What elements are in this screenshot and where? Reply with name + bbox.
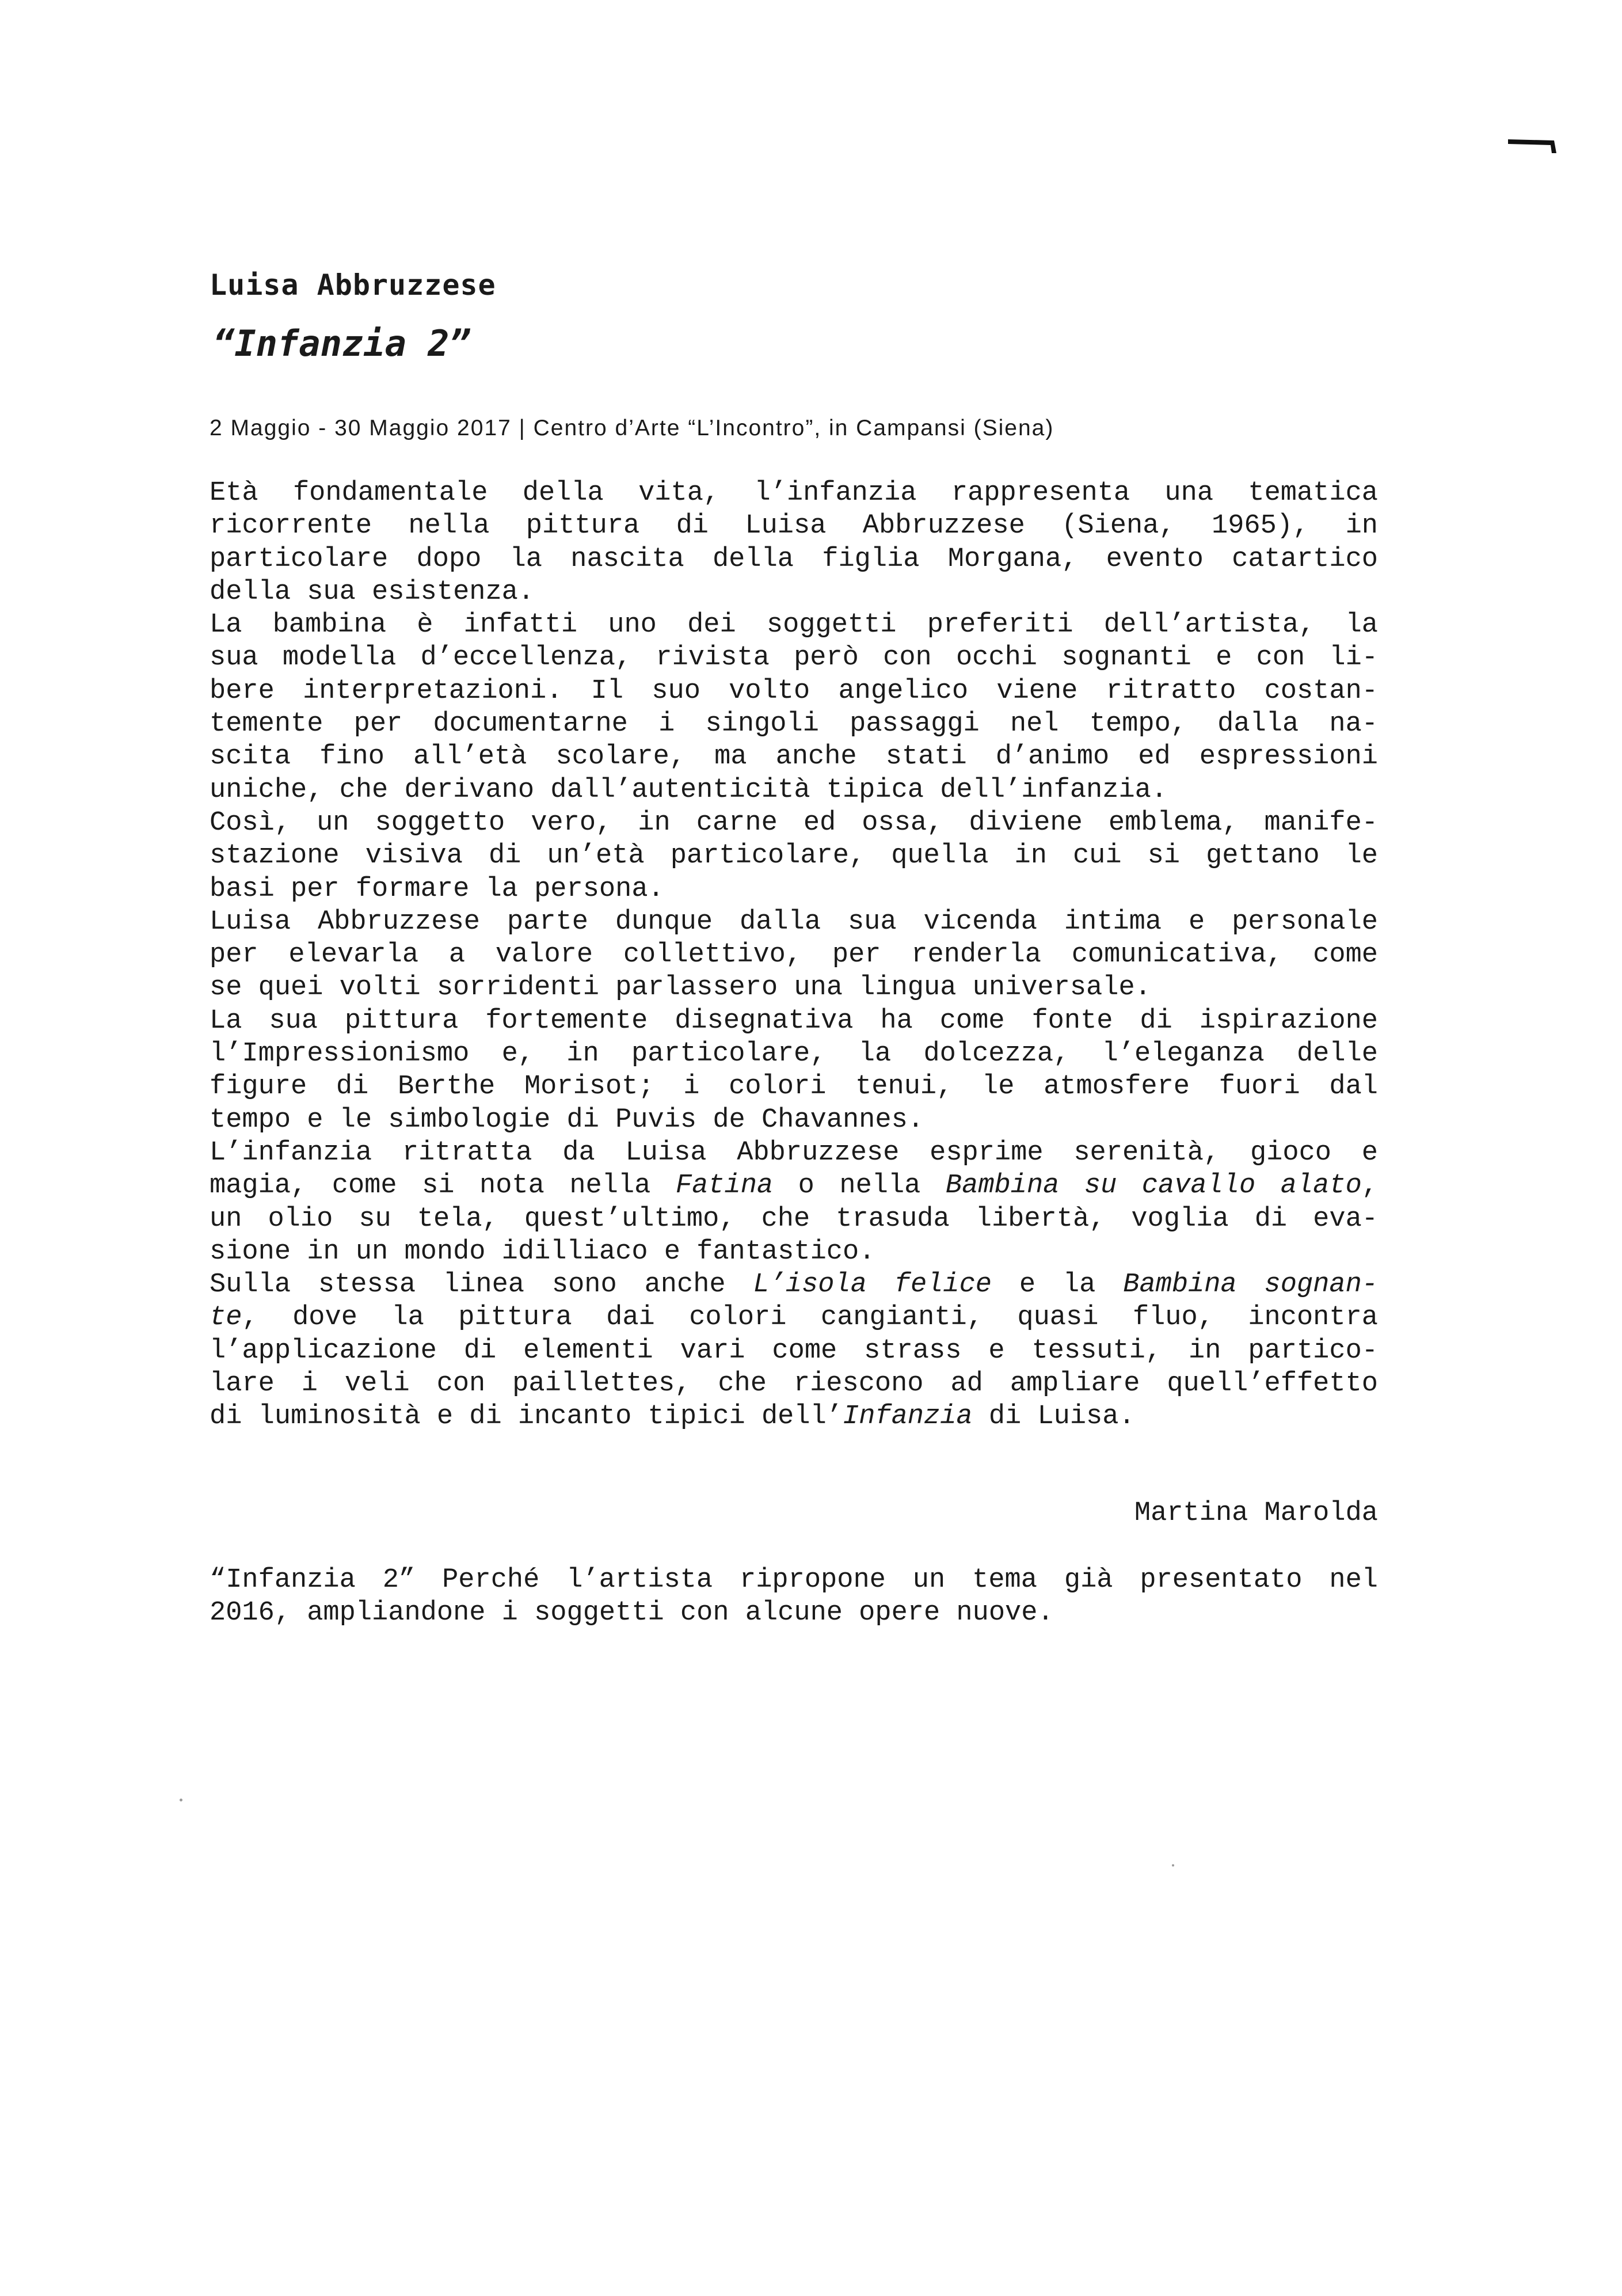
body-line: della sua esistenza. xyxy=(210,576,535,607)
scan-speck xyxy=(180,1799,182,1801)
artwork-title-bambina-sognante-cont: te xyxy=(210,1302,242,1333)
body-line: sua modella d’eccellenza, rivista però con occhi sognanti e con li- xyxy=(210,643,1378,674)
footnote-line: 2016, ampliandone i soggetti con alcune opere nuove. xyxy=(210,1598,1054,1629)
body-line: particolare dopo la nascita della figlia Morgana, evento catartico xyxy=(210,543,1378,575)
artwork-title-fatina: Fatina xyxy=(675,1170,774,1202)
body-line: stazione visiva di un’età particolare, quella in cui si gettano le xyxy=(210,841,1378,872)
body-line xyxy=(210,1169,1378,1202)
body-line: ricorrente nella pittura di Luisa Abbruzzese (Siena, 1965), in xyxy=(210,511,1378,542)
body-text-run: Sulla stessa linea sono anche xyxy=(210,1269,753,1301)
body-text-run: o nella xyxy=(773,1170,946,1202)
body-line: Età fondamentale della vita, l’infanzia rappresenta una tematica xyxy=(210,478,1378,508)
body-line: Luisa Abbruzzese parte dunque dalla sua vicenda intima e personale xyxy=(210,906,1378,937)
body-line: figure di Berthe Morisot; i colori tenui, le atmosfere fuori dal xyxy=(210,1071,1378,1103)
body-line: basi per formare la persona. xyxy=(210,873,664,904)
body-line: bere interpretazioni. Il suo volto angelico viene ritratto costan- xyxy=(210,675,1378,706)
body-text xyxy=(210,477,1378,1434)
body-line: temente per documentarne i singoli passaggi nel tempo, dalla na- xyxy=(210,709,1378,740)
scan-corner-mark xyxy=(1508,137,1558,154)
author-signature: Martina Marolda xyxy=(1134,1498,1378,1529)
body-line: tempo e le simbologie di Puvis de Chavannes. xyxy=(210,1104,924,1135)
body-line: per elevarla a valore collettivo, per renderla comunicativa, come xyxy=(210,940,1378,971)
body-text-run: di luminosità e di incanto tipici dell’ xyxy=(210,1401,843,1432)
body-line: La bambina è infatti uno dei soggetti preferiti dell’artista, la xyxy=(210,610,1378,641)
body-line: lare i veli con paillettes, che riescono ad ampliare quell’effetto xyxy=(210,1369,1378,1400)
body-text-run: magia, come si nota nella xyxy=(210,1170,676,1202)
exhibition-title: “Infanzia 2” xyxy=(213,322,471,364)
footnote-line: “Infanzia 2” Perché l’artista ripropone un tema già presentato nel xyxy=(210,1565,1378,1595)
author-name: Luisa Abbruzzese xyxy=(210,268,496,302)
artwork-title-isola-felice: L’isola felice xyxy=(753,1269,992,1301)
body-text-run: e la xyxy=(992,1269,1124,1301)
body-line xyxy=(210,1301,1378,1334)
artwork-title-bambina-sognante: Bambina sognan- xyxy=(1123,1269,1379,1301)
body-line xyxy=(210,1400,1378,1433)
body-line: un olio su tela, quest’ultimo, che trasuda libertà, voglia di eva- xyxy=(210,1203,1378,1234)
body-line: Così, un soggetto vero, in carne ed ossa, diviene emblema, manife- xyxy=(210,807,1378,838)
body-line: uniche, che derivano dall’autenticità tipica dell’infanzia. xyxy=(210,774,1168,805)
body-line: scita fino all’età scolare, ma anche stati d’animo ed espressioni xyxy=(210,742,1378,773)
body-text-run: , xyxy=(1361,1170,1378,1202)
body-line: sione in un mondo idilliaco e fantastico. xyxy=(210,1236,875,1267)
body-line: se quei volti sorridenti parlassero una lingua universale. xyxy=(210,972,1151,1003)
body-text-run: di Luisa. xyxy=(972,1401,1135,1432)
exhibition-dates-venue: 2 Maggio - 30 Maggio 2017 | Centro d’Arte “L’Incontro”, in Campansi (Siena) xyxy=(210,416,1054,440)
footnote xyxy=(210,1564,1378,1630)
body-line: l’applicazione di elementi vari come strass e tessuti, in partico- xyxy=(210,1335,1378,1366)
body-line: La sua pittura fortemente disegnativa ha come fonte di ispirazione xyxy=(210,1005,1378,1036)
body-line: L’infanzia ritratta da Luisa Abbruzzese esprime serenità, gioco e xyxy=(210,1137,1378,1168)
body-text-run: , dove la pittura dai colori cangianti, quasi fluo, incontra xyxy=(242,1302,1378,1333)
artwork-title-infanzia: Infanzia xyxy=(842,1401,973,1432)
scan-speck xyxy=(1172,1864,1174,1867)
body-line xyxy=(210,1268,1378,1301)
artwork-title-bambina-su-cavallo-alato: Bambina su cavallo alato xyxy=(945,1170,1362,1202)
body-line: l’Impressionismo e, in particolare, la dolcezza, l’eleganza delle xyxy=(210,1039,1378,1070)
